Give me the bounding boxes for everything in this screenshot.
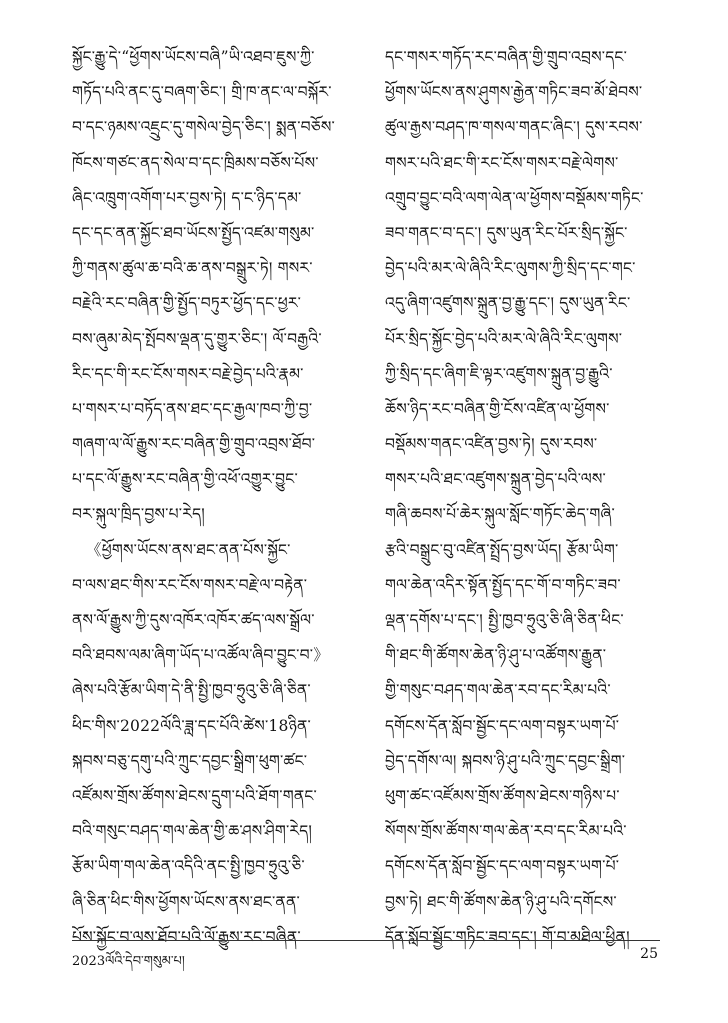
text-line: བས་ཞུམ་མེད་སྤོབས་ལྡན་དུ་གྱུར་ཅིང་། ལོ་བརྒྱའི་	[72, 329, 322, 348]
text-line: བྱེད་པའི་མར་ལེ་ཞིའི་རིང་ལུགས་ཀྱི་སྲིད་དང་གང་	[385, 259, 636, 278]
text-line: ཆོས་ཉིད་རང་བཞིན་གྱི་ངོས་འཛིན་ལ་ཕྱོགས་	[385, 399, 610, 418]
text-line: རིང་དང་གི་རང་ངོས་གསར་བརྗེ་བྱེད་པའི་རྣམ་	[72, 364, 304, 383]
text-line: ཟབ་གནང་བ་དང་། དུས་ཡུན་རིང་པོར་སྲིད་སྐྱོང་	[385, 223, 628, 242]
page-number: 25	[640, 946, 658, 962]
text-line: དགོངས་དོན་སློབ་སྦྱོང་དང་ལག་བསྟར་ཡག་པོ་	[385, 716, 620, 735]
paragraph-start-line: 《ཕྱོགས་ཡོངས་ནས་ཐང་ནན་པོས་སྐྱོང་	[86, 540, 291, 559]
text-line: ཁོངས་གཙང་ནད་སེལ་བ་དང་ཁྲིམས་བཅོས་པོས་	[72, 153, 319, 172]
text-line: གཏོད་པའི་ནང་དུ་བཞག་ཅིང་། གྲི་ཁ་ནང་ལ་བསྐོར་	[72, 83, 332, 102]
text-line: གཞག་ལ་ལོ་རྒྱུས་རང་བཞིན་གྱི་གྲུབ་འབྲས་ཐོབ་	[72, 435, 316, 454]
text-line: དགོངས་དོན་སློབ་སྦྱོང་དང་ལག་བསྟར་ཡག་པོ་	[385, 857, 620, 876]
text-line: ཕིང་གིས་2022ལོའི་ཟླ་དང་པོའི་ཚེས་18ཉིན་	[72, 716, 312, 735]
text-line: བ་དང་ཉམས་འཇྲུང་དུ་གསེལ་བྱེད་ཅིང་། སྨན་བཅོས་	[72, 118, 335, 137]
text-line: ཕྱོགས་ཡོངས་ནས་ཤུགས་རྒྱེན་གཏིང་ཟབ་མོ་ཐེབས་	[385, 83, 643, 102]
text-line: འདུ་ཞིག་འཛུགས་སྐྲུན་བྱ་རྒྱུ་དང་། དུས་ཡུན་རིང་	[385, 294, 631, 313]
text-line: སོགས་གྲོས་ཚོགས་གལ་ཆེན་རབ་དང་རིམ་པའི་	[385, 822, 627, 841]
text-line: དང་གསར་གཏོད་རང་བཞིན་གྱི་གྲུབ་འབྲས་དང་	[385, 48, 628, 66]
text-line: རྩོམ་ཡིག་གལ་ཆེན་འདིའི་ནང་སྤྱི་ཁྱབ་ཧྲུའུ་ཅི་	[72, 857, 305, 876]
text-line: བར་སྐུལ་ཁྲིད་བྱས་པ་རེད།	[72, 505, 205, 524]
text-line: དོན་སློབ་སྦྱོང་གཏིང་ཟབ་དང་། གོ་བ་མཐིལ་ཕྱིན།	[385, 927, 630, 946]
text-line: གཞི་ཆབས་པོ་ཆེར་སྐུལ་སློང་གཏོང་ཆེད་གཞི་	[385, 505, 615, 524]
text-line: ཞི་ཅིན་ཕིང་གིས་ཕྱོགས་ཡོངས་ནས་ཐང་ནན་	[72, 892, 300, 911]
text-line: པོར་སྲིད་སྐྱོང་བྱེད་པའི་མར་ལེ་ཞིའི་རིང་ལུགས་	[385, 329, 623, 348]
text-line: པ་དང་ལོ་རྒྱུས་རང་བཞིན་གྱི་འཕོ་འགྱུར་བྱུང་	[72, 470, 298, 489]
left-text-column	[72, 40, 372, 955]
text-line: བའི་ཐབས་ལམ་ཞིག་ཡོད་པ་འཚོལ་ཞིབ་བྱུང་བ་》	[72, 646, 329, 665]
text-line: ཚུལ་རྒྱས་བཤད་ཁ་གསལ་གནང་ཞིང་། དུས་རབས་	[385, 118, 643, 137]
text-line: གསར་པའི་ཐང་འཛུགས་སྐྲུན་བྱེད་པའི་ལས་	[385, 470, 606, 489]
text-line: ཞིང་འཁྲུག་འགོག་པར་བྱས་ཏེ། ད་ང་ཉིད་དམ་	[72, 188, 302, 207]
text-line: ཕུག་ཚང་འཛོམས་གྲོས་ཚོགས་ཐེངས་གཉིས་པ་	[385, 786, 620, 805]
text-line: འགྲུབ་བྱུང་བའི་ལག་ལེན་ལ་ཕྱོགས་བསྡོམས་གཏིང་	[385, 188, 644, 207]
text-line: གྱི་གསུང་བཤད་གལ་ཆེན་རབ་དང་རིམ་པའི་	[385, 681, 611, 700]
text-line: བྱས་ཏེ། ཐང་གི་ཚོགས་ཆེན་ཉི་ཤུ་པའི་དགོངས་	[385, 892, 617, 911]
text-line: རྩའི་བསྒྲུང་བུ་འཛིན་སྤྲོད་བྱས་ཡོད། རྩོམ་ཡིག་	[385, 540, 619, 559]
text-line: བྱེད་དགོས་ལ། སྐབས་ཉི་ཤུ་པའི་ཀྲུང་དབྱང་སྒྲིག་	[385, 751, 626, 770]
text-line: ཀྱི་གནས་ཚུལ་ཆ་བའི་ཆ་ནས་བསྒྲུར་ཏེ། གསར་	[72, 259, 313, 278]
text-line: གི་ཐང་གི་ཚོགས་ཆེན་ཉི་ཤུ་པ་འཚོགས་རྒྱུན་	[385, 646, 607, 665]
text-line: ནས་ལོ་རྒྱུས་ཀྱི་དུས་འཁོར་འཁོར་ཚད་ལས་སྒྲོལ་	[72, 611, 315, 629]
text-line: སྐྱོང་རྒྱུ་དེ་“ཕྱོགས་ཡོངས་བཞི”ཡི་འཐབ་ཇུས་ཀྱི་	[72, 48, 315, 66]
text-line: ཀྱི་སྲིད་དང་ཞིག་ཇི་ལྟར་འཛུགས་སྐྲུན་བྱ་རྒྱུའི་	[385, 364, 613, 383]
right-text-column	[385, 40, 685, 955]
text-line: ལྡན་དགོས་པ་དང་། སྤྱི་ཁྱབ་ཧྲུའུ་ཅི་ཞི་ཅིན་ཕིང་	[385, 611, 624, 629]
text-line: བའི་གསུང་བཤད་གལ་ཆེན་གྱི་ཆ་ཤས་ཤིག་རེད།	[72, 822, 313, 841]
text-line: ཞེས་པའི་རྩོམ་ཡིག་དེ་ནི་སྤྱི་ཁྱབ་ཧྲུའུ་ཅི་ཞི་ཅིན་	[72, 681, 311, 700]
text-line: དང་དང་ནན་སྐྱོང་ཐབ་ཡོངས་སྤྱོད་འཛམ་གསུམ་	[72, 223, 315, 242]
text-line: བ་ལས་ཐང་གིས་རང་ངོས་གསར་བརྗེ་ལ་བརྟེན་	[72, 575, 308, 594]
text-line: གསར་པའི་ཐང་གི་རང་ངོས་གསར་བརྗེ་ལེགས་	[385, 153, 619, 172]
text-line: བརྗེའི་རང་བཞིན་གྱི་སྤྱོད་བཏུར་ཕྱོད་དང་ཕྱར་	[72, 294, 302, 313]
text-line: སྐབས་བཅུ་དགུ་པའི་ཀྲུང་དབྱང་སྒྲིག་ཕུག་ཚང་	[72, 751, 308, 770]
footer-divider	[72, 940, 660, 941]
text-line: བསྡོམས་གནང་འཛིན་བྱས་ཏེ། དུས་རབས་	[385, 435, 598, 454]
text-line: པོས་སྐྱོང་བ་ལས་ཐོབ་པའི་ལོ་རྒྱུས་རང་བཞིན་	[72, 927, 301, 946]
text-line: གལ་ཆེན་འདིར་སྟོན་སྤྱོད་དང་གོ་བ་གཏིང་ཟབ་	[385, 575, 621, 594]
text-line: འཛོམས་གྲོས་ཚོགས་ཐེངས་དྲུག་པའི་ཐོག་གནང་	[72, 786, 318, 805]
text-line: པ་གསར་པ་བཏོད་ནས་ཐང་དང་རྒྱལ་ཁབ་ཀྱི་བྱ་	[72, 399, 313, 418]
journal-issue-label: 2023ལོའི་དེབ་གསུམ་པ།	[72, 954, 185, 969]
